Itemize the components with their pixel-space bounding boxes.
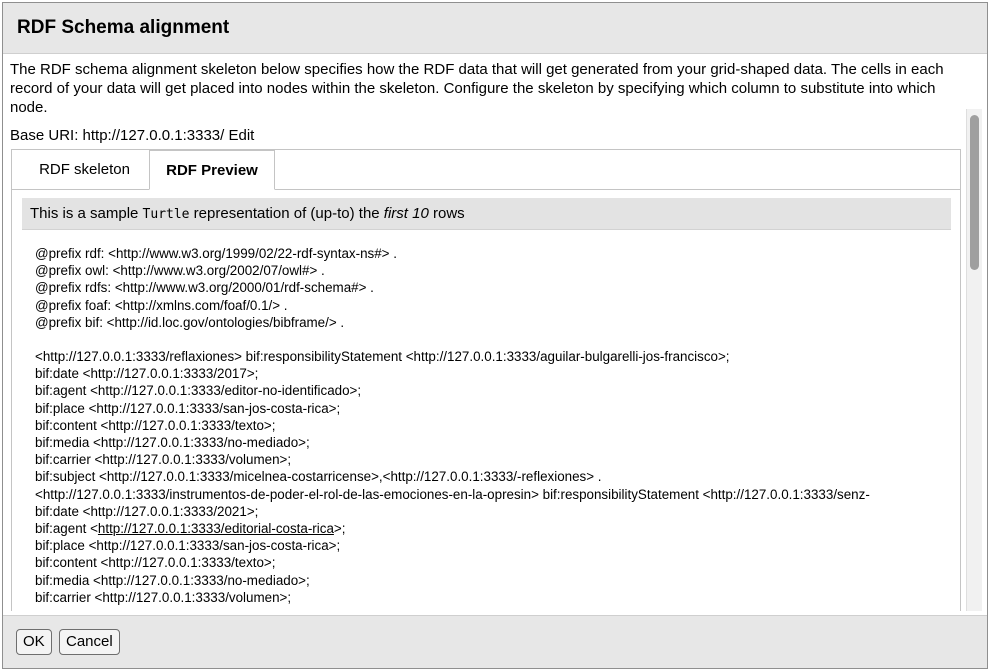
rdf-schema-dialog bbox=[2, 2, 988, 669]
sample-middle-text: representation of (up-to) the bbox=[189, 205, 384, 222]
sample-prefix-text: This is a sample bbox=[30, 205, 143, 222]
blank-line bbox=[35, 331, 955, 348]
dialog-title: RDF Schema alignment bbox=[17, 17, 230, 38]
triple-line: bif:agent <http://127.0.0.1:3333/editor-no-identificado>; bbox=[35, 383, 362, 399]
triple-line: bif:media <http://127.0.0.1:3333/no-mediado>; bbox=[35, 572, 310, 588]
triple-line: bif:content <http://127.0.0.1:3333/texto>; bbox=[35, 417, 276, 433]
sample-row-count: first 10 bbox=[383, 205, 429, 222]
prefix-line: @prefix rdfs: <http://www.w3.org/2000/01/rdf-schema#> . bbox=[35, 280, 374, 296]
intro-text: The RDF schema alignment skeleton below specifies how the RDF data that will get generated from your grid-shaped data. The cells in each record of your data will get placed into nodes within the skeleton. Configure the skeleton by specifying which column to substitute into which node. bbox=[10, 61, 944, 116]
triple-line: bif:place <http://127.0.0.1:3333/san-jos-costa-rica>; bbox=[35, 538, 341, 554]
dialog-titlebar[interactable] bbox=[3, 3, 987, 54]
agent-link[interactable]: http://127.0.0.1:3333/editorial-costa-rica bbox=[97, 521, 334, 537]
dialog-body bbox=[3, 54, 987, 611]
tab-container bbox=[11, 149, 961, 611]
format-name: Turtle bbox=[142, 207, 190, 222]
prefix-line: @prefix bif: <http://id.loc.gov/ontologies/bibframe/> . bbox=[35, 314, 345, 330]
ok-button[interactable]: OK bbox=[16, 629, 52, 655]
triple-line: bif:subject <http://127.0.0.1:3333/micelnea-costarricense>,<http://127.0.0.1:3333/-reflexiones> . bbox=[35, 469, 602, 485]
tab-bar bbox=[12, 150, 960, 190]
triple-line: bif:date <http://127.0.0.1:3333/2017>; bbox=[35, 366, 259, 382]
base-uri-value: http://127.0.0.1:3333/ bbox=[82, 127, 225, 144]
triple-line: bif:carrier <http://127.0.0.1:3333/volumen>; bbox=[35, 452, 292, 468]
triple-line-agent bbox=[35, 520, 955, 537]
agent-prefix: bif:agent < bbox=[35, 521, 98, 537]
triple-line: bif:carrier <http://127.0.0.1:3333/volumen>; bbox=[35, 589, 292, 605]
base-uri-row bbox=[10, 126, 254, 145]
sample-suffix-text: rows bbox=[428, 205, 465, 222]
cancel-button[interactable]: Cancel bbox=[59, 629, 120, 655]
turtle-output bbox=[35, 245, 955, 606]
vertical-scrollbar[interactable] bbox=[966, 109, 982, 611]
base-uri-label: Base URI: bbox=[10, 127, 79, 144]
triple-line: bif:place <http://127.0.0.1:3333/san-jos-costa-rica>; bbox=[35, 400, 341, 416]
edit-base-uri-link[interactable]: Edit bbox=[228, 127, 255, 144]
tab-rdf-preview[interactable]: RDF Preview bbox=[149, 150, 275, 190]
tab-rdf-skeleton[interactable]: RDF skeleton bbox=[39, 161, 130, 178]
triple-line: bif:date <http://127.0.0.1:3333/2021>; bbox=[35, 503, 259, 519]
triple-line: bif:media <http://127.0.0.1:3333/no-mediado>; bbox=[35, 435, 310, 451]
scrollbar-thumb[interactable] bbox=[970, 115, 979, 270]
rdf-preview-panel bbox=[12, 190, 960, 611]
sample-notice bbox=[22, 198, 951, 230]
prefix-line: @prefix foaf: <http://xmlns.com/foaf/0.1/> . bbox=[35, 297, 288, 313]
prefix-line: @prefix owl: <http://www.w3.org/2002/07/owl#> . bbox=[35, 263, 325, 279]
triple-line: bif:content <http://127.0.0.1:3333/texto>; bbox=[35, 555, 276, 571]
prefix-line: @prefix rdf: <http://www.w3.org/1999/02/22-rdf-syntax-ns#> . bbox=[35, 246, 397, 261]
triple-line: <http://127.0.0.1:3333/reflaxiones> bif:responsibilityStatement <http://127.0.0.1:3333/aguilar-bulgarelli-jos-francisco>; bbox=[35, 349, 730, 365]
triple-line: <http://127.0.0.1:3333/instrumentos-de-poder-el-rol-de-las-emociones-en-la-opresin> bif:responsibilityStatement <http://127.0.0.1:3333/senz- bbox=[35, 486, 870, 502]
agent-suffix: >; bbox=[333, 521, 346, 537]
dialog-footer bbox=[3, 615, 987, 668]
